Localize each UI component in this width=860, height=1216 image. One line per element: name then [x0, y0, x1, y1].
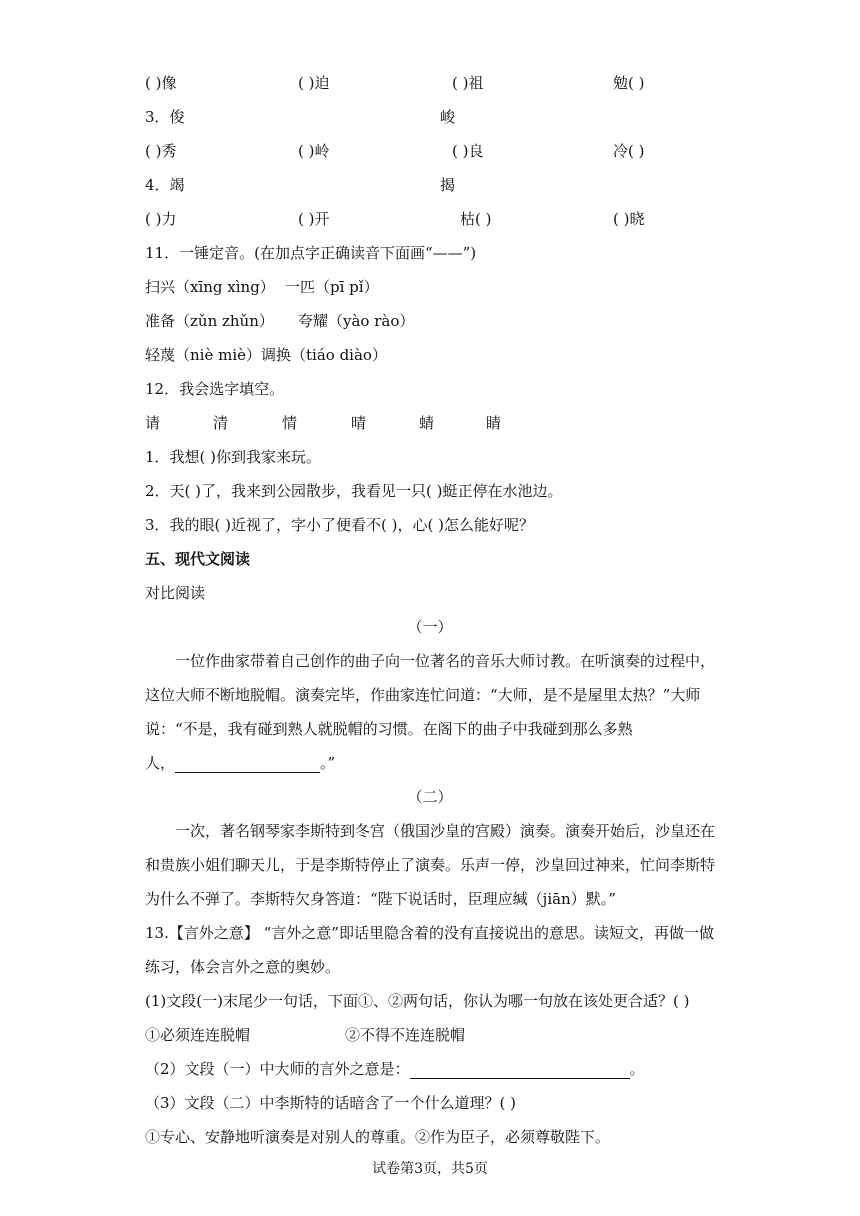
q10-blank-8[interactable]: 冷( ) — [613, 142, 645, 160]
q13-subquestion-3[interactable]: （3）文段（二）中李斯特的话暗含了一个什么道理？( ) — [145, 1094, 517, 1112]
passage-1-answer-blank[interactable] — [175, 756, 320, 773]
q12-char-5: 蜻 — [419, 414, 435, 432]
q10-item3-label: 3．俊 — [145, 108, 185, 126]
q12-title: 12．我会选字填空。 — [145, 380, 285, 398]
q10-blank-3[interactable]: ( )祖 — [452, 74, 484, 92]
q10-blank-5[interactable]: ( )秀 — [145, 142, 177, 160]
q11-item-yipi[interactable]: 一匹（pī pǐ） — [285, 278, 379, 296]
q10-blank-9[interactable]: ( )力 — [145, 210, 177, 228]
page-footer: 试卷第3页，共5页 — [372, 1161, 488, 1177]
q10-blank-12[interactable]: ( )晓 — [613, 210, 645, 228]
q13-title-line-1: 13.【言外之意】 “言外之意”即话里隐含着的没有直接说出的意思。读短文，再做一做 — [145, 924, 714, 942]
passage-1-title: （一） — [407, 618, 453, 636]
q10-blank-2[interactable]: ( )迫 — [298, 74, 330, 92]
q13-subquestion-2 — [145, 1059, 645, 1079]
q10-blank-10[interactable]: ( )开 — [298, 210, 330, 228]
passage-1-line-2: 这位大师不断地脱帽。演奏完毕，作曲家连忙问道：“大师，是不是屋里太热？”大师 — [145, 686, 701, 704]
q13-subquestion-2-end: 。 — [629, 1060, 645, 1078]
q10-blank-6[interactable]: ( )岭 — [298, 142, 330, 160]
q12-char-2: 清 — [213, 414, 229, 432]
q11-item-kuayao[interactable]: 夸耀（yào rào） — [298, 312, 415, 330]
passage-2-line-2: 和贵族小姐们聊天儿，于是李斯特停止了演奏。乐声一停，沙皇回过神来，忙问李斯特 — [145, 856, 716, 874]
passage-1-line-4 — [145, 753, 335, 773]
section-subheading: 对比阅读 — [145, 584, 206, 602]
q10-blank-4[interactable]: 勉( ) — [613, 74, 645, 92]
q13-title-line-2: 练习，体会言外之意的奥妙。 — [145, 958, 341, 976]
q12-sentence-2[interactable]: 2．天( )了，我来到公园散步，我看见一只( )蜓正停在水池边。 — [145, 482, 563, 500]
q13-subquestion-1[interactable]: (1)文段(一)末尾少一句话，下面①、②两句话，你认为哪一句放在该处更合适？( ) — [145, 992, 690, 1010]
q13-answer-blank[interactable] — [410, 1062, 630, 1079]
q13-option-1a: ①必须连连脱帽 — [145, 1026, 251, 1044]
section-heading: 五、现代文阅读 — [145, 550, 251, 568]
passage-2-line-3: 为什么不弹了。李斯特欠身答道：“陛下说话时，臣理应缄（jiān）默。” — [145, 890, 616, 908]
q10-item4-pair: 揭 — [440, 176, 456, 194]
q10-blank-11[interactable]: 枯( ) — [460, 210, 492, 228]
q12-char-3: 情 — [282, 414, 298, 432]
passage-1-line-4-start: 人， — [145, 754, 176, 772]
passage-2-title: （二） — [407, 788, 453, 806]
q11-item-saoxing[interactable]: 扫兴（xīng xìng） — [145, 278, 275, 296]
q10-item3-pair: 峻 — [440, 108, 456, 126]
q10-blank-1[interactable]: ( )像 — [145, 74, 177, 92]
q11-item-qingmie-diaohuan[interactable]: 轻蔑（niè miè）调换（tiáo diào） — [145, 346, 387, 364]
q10-blank-7[interactable]: ( )良 — [452, 142, 484, 160]
q10-item4-label: 4．竭 — [145, 176, 185, 194]
q12-char-4: 晴 — [351, 414, 367, 432]
q13-option-1b: ②不得不连连脱帽 — [345, 1026, 466, 1044]
q12-char-6: 睛 — [486, 414, 502, 432]
passage-1-line-4-end: 。” — [320, 754, 336, 772]
passage-2-line-1: 一次，著名钢琴家李斯特到冬宫（俄国沙皇的宫殿）演奏。演奏开始后，沙皇还在 — [175, 822, 716, 840]
q12-sentence-3[interactable]: 3．我的眼( )近视了，字小了便看不( )，心( )怎么能好呢？ — [145, 516, 534, 534]
q12-sentence-1[interactable]: 1．我想( )你到我家来玩。 — [145, 448, 322, 466]
q11-item-zhunbei[interactable]: 准备（zǔn zhǔn） — [145, 312, 274, 330]
q13-subquestion-2-text: （2）文段（一）中大师的言外之意是： — [145, 1060, 410, 1078]
q12-char-1: 请 — [145, 414, 161, 432]
q13-option-3: ①专心、安静地听演奏是对别人的尊重。②作为臣子，必须尊敬陛下。 — [145, 1128, 611, 1146]
passage-1-line-3: 说：“不是，我有碰到熟人就脱帽的习惯。在阁下的曲子中我碰到那么多熟 — [145, 720, 633, 738]
passage-1-line-1: 一位作曲家带着自己创作的曲子向一位著名的音乐大师讨教。在听演奏的过程中， — [175, 652, 716, 670]
q11-title: 11．一锤定音。(在加点字正确读音下面画“——”) — [145, 244, 477, 262]
